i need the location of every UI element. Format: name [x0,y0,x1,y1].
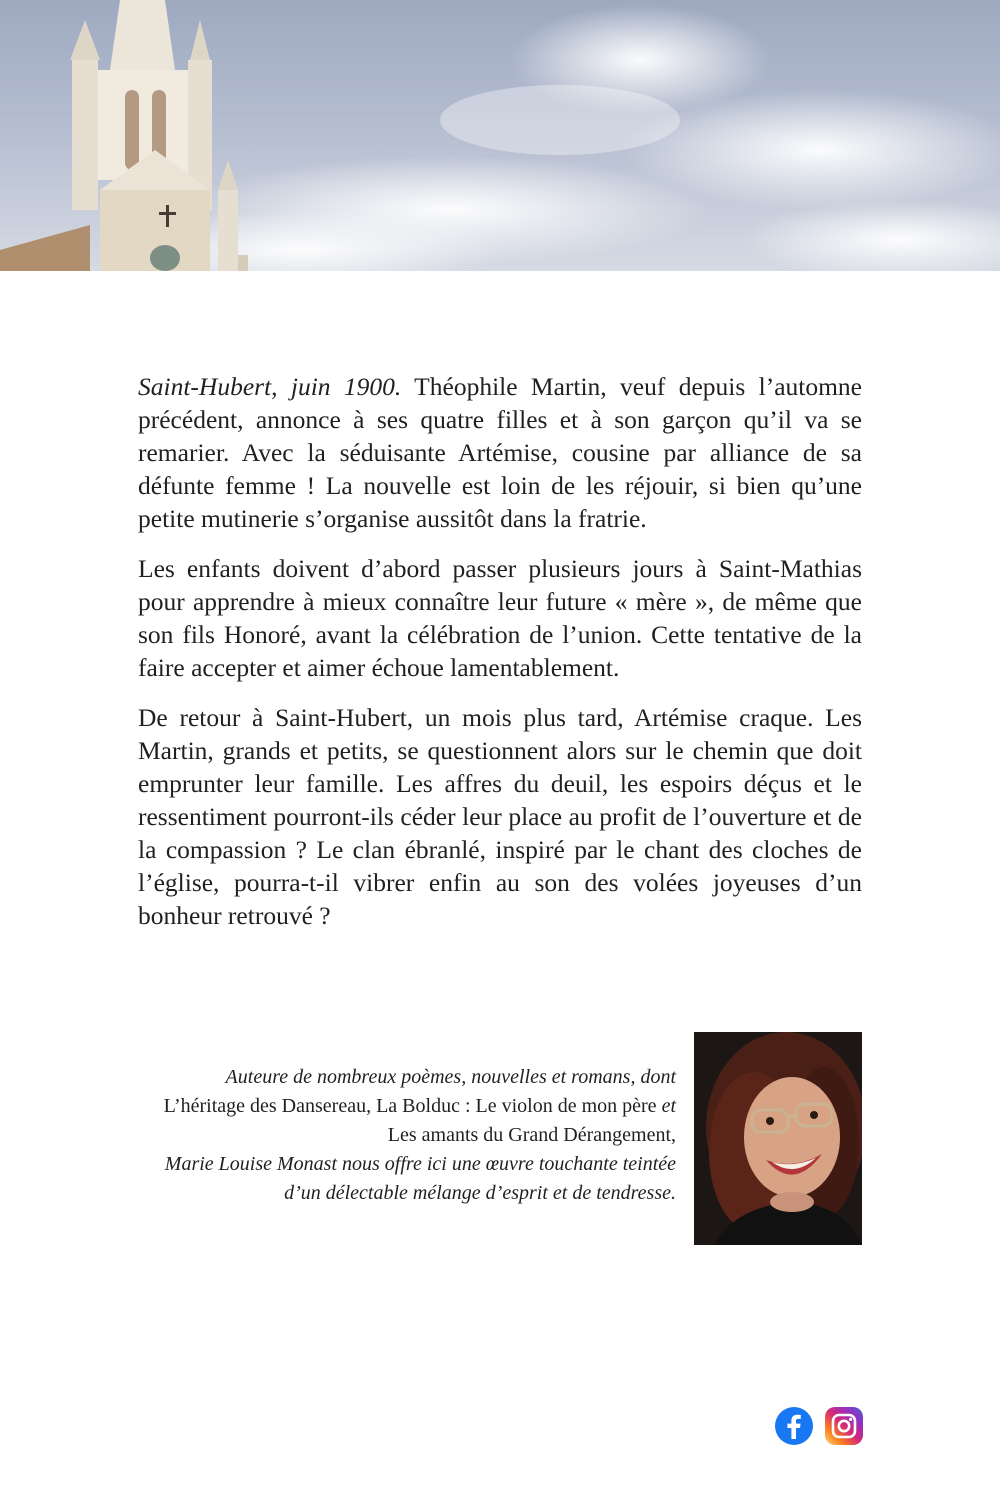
book-title: Les amants du Grand Dérangement [387,1124,671,1146]
instagram-icon[interactable] [824,1406,864,1446]
author-bio: Auteure de nombreux poèmes, nouvelles et romans, dont L’héritage des Dansereau, La Bolduc : Le violon de mon père et Les amants du Grand Dérangement, Marie Louise Monast nous offre ici une œuvre touchante teintée d’un délectable mélange d’esprit et de tendresse. [163,1066,676,1204]
synopsis-paragraph-2: Les enfants doivent d’abord passer plusieurs jours à Saint-Mathias pour apprendre à mieux connaître leur future « mère », de même que son fils Honoré, avant la célébration de l’union. Cette tentative de la faire accepter et aimer échoue lamentablement. [138,554,862,682]
synopsis-opening-date: Saint-Hubert, juin 1900. [138,372,402,401]
synopsis-paragraph-3: De retour à Saint-Hubert, un mois plus tard, Artémise craque. Les Martin, grands et petits, se questionnent alors sur le chemin que doit emprunter leur famille. Les affres du deuil, les espoirs déçus et le ressentiment pourront-ils céder leur place au profit de l’ouverture et de la compassion ? Le clan ébranlé, inspiré par le chant des cloches de l’église, pourra-t-il vibrer enfin au son des volées joyeuses d’un bonheur retrouvé ? [138,703,862,930]
facebook-icon[interactable] [774,1406,814,1446]
book-title: La Bolduc : Le violon de mon père [376,1095,657,1117]
synopsis-paragraph-1: Saint-Hubert, juin 1900. Théophile Martin, veuf depuis l’automne précédent, annonce à ses quatre filles et à son garçon qu’il va se remarier. Avec la séduisante Artémise, cousine par alliance de sa défunte femme ! La nouvelle est loin de les réjouir, si bien qu’une petite mutinerie s’organise aussitôt dans la fratrie. [138,372,863,533]
cover-banner-painting [0,0,1000,271]
author-portrait-photo [694,1032,862,1245]
back-cover-synopsis [138,370,862,949]
book-title: L’héritage des Dansereau [163,1095,367,1117]
